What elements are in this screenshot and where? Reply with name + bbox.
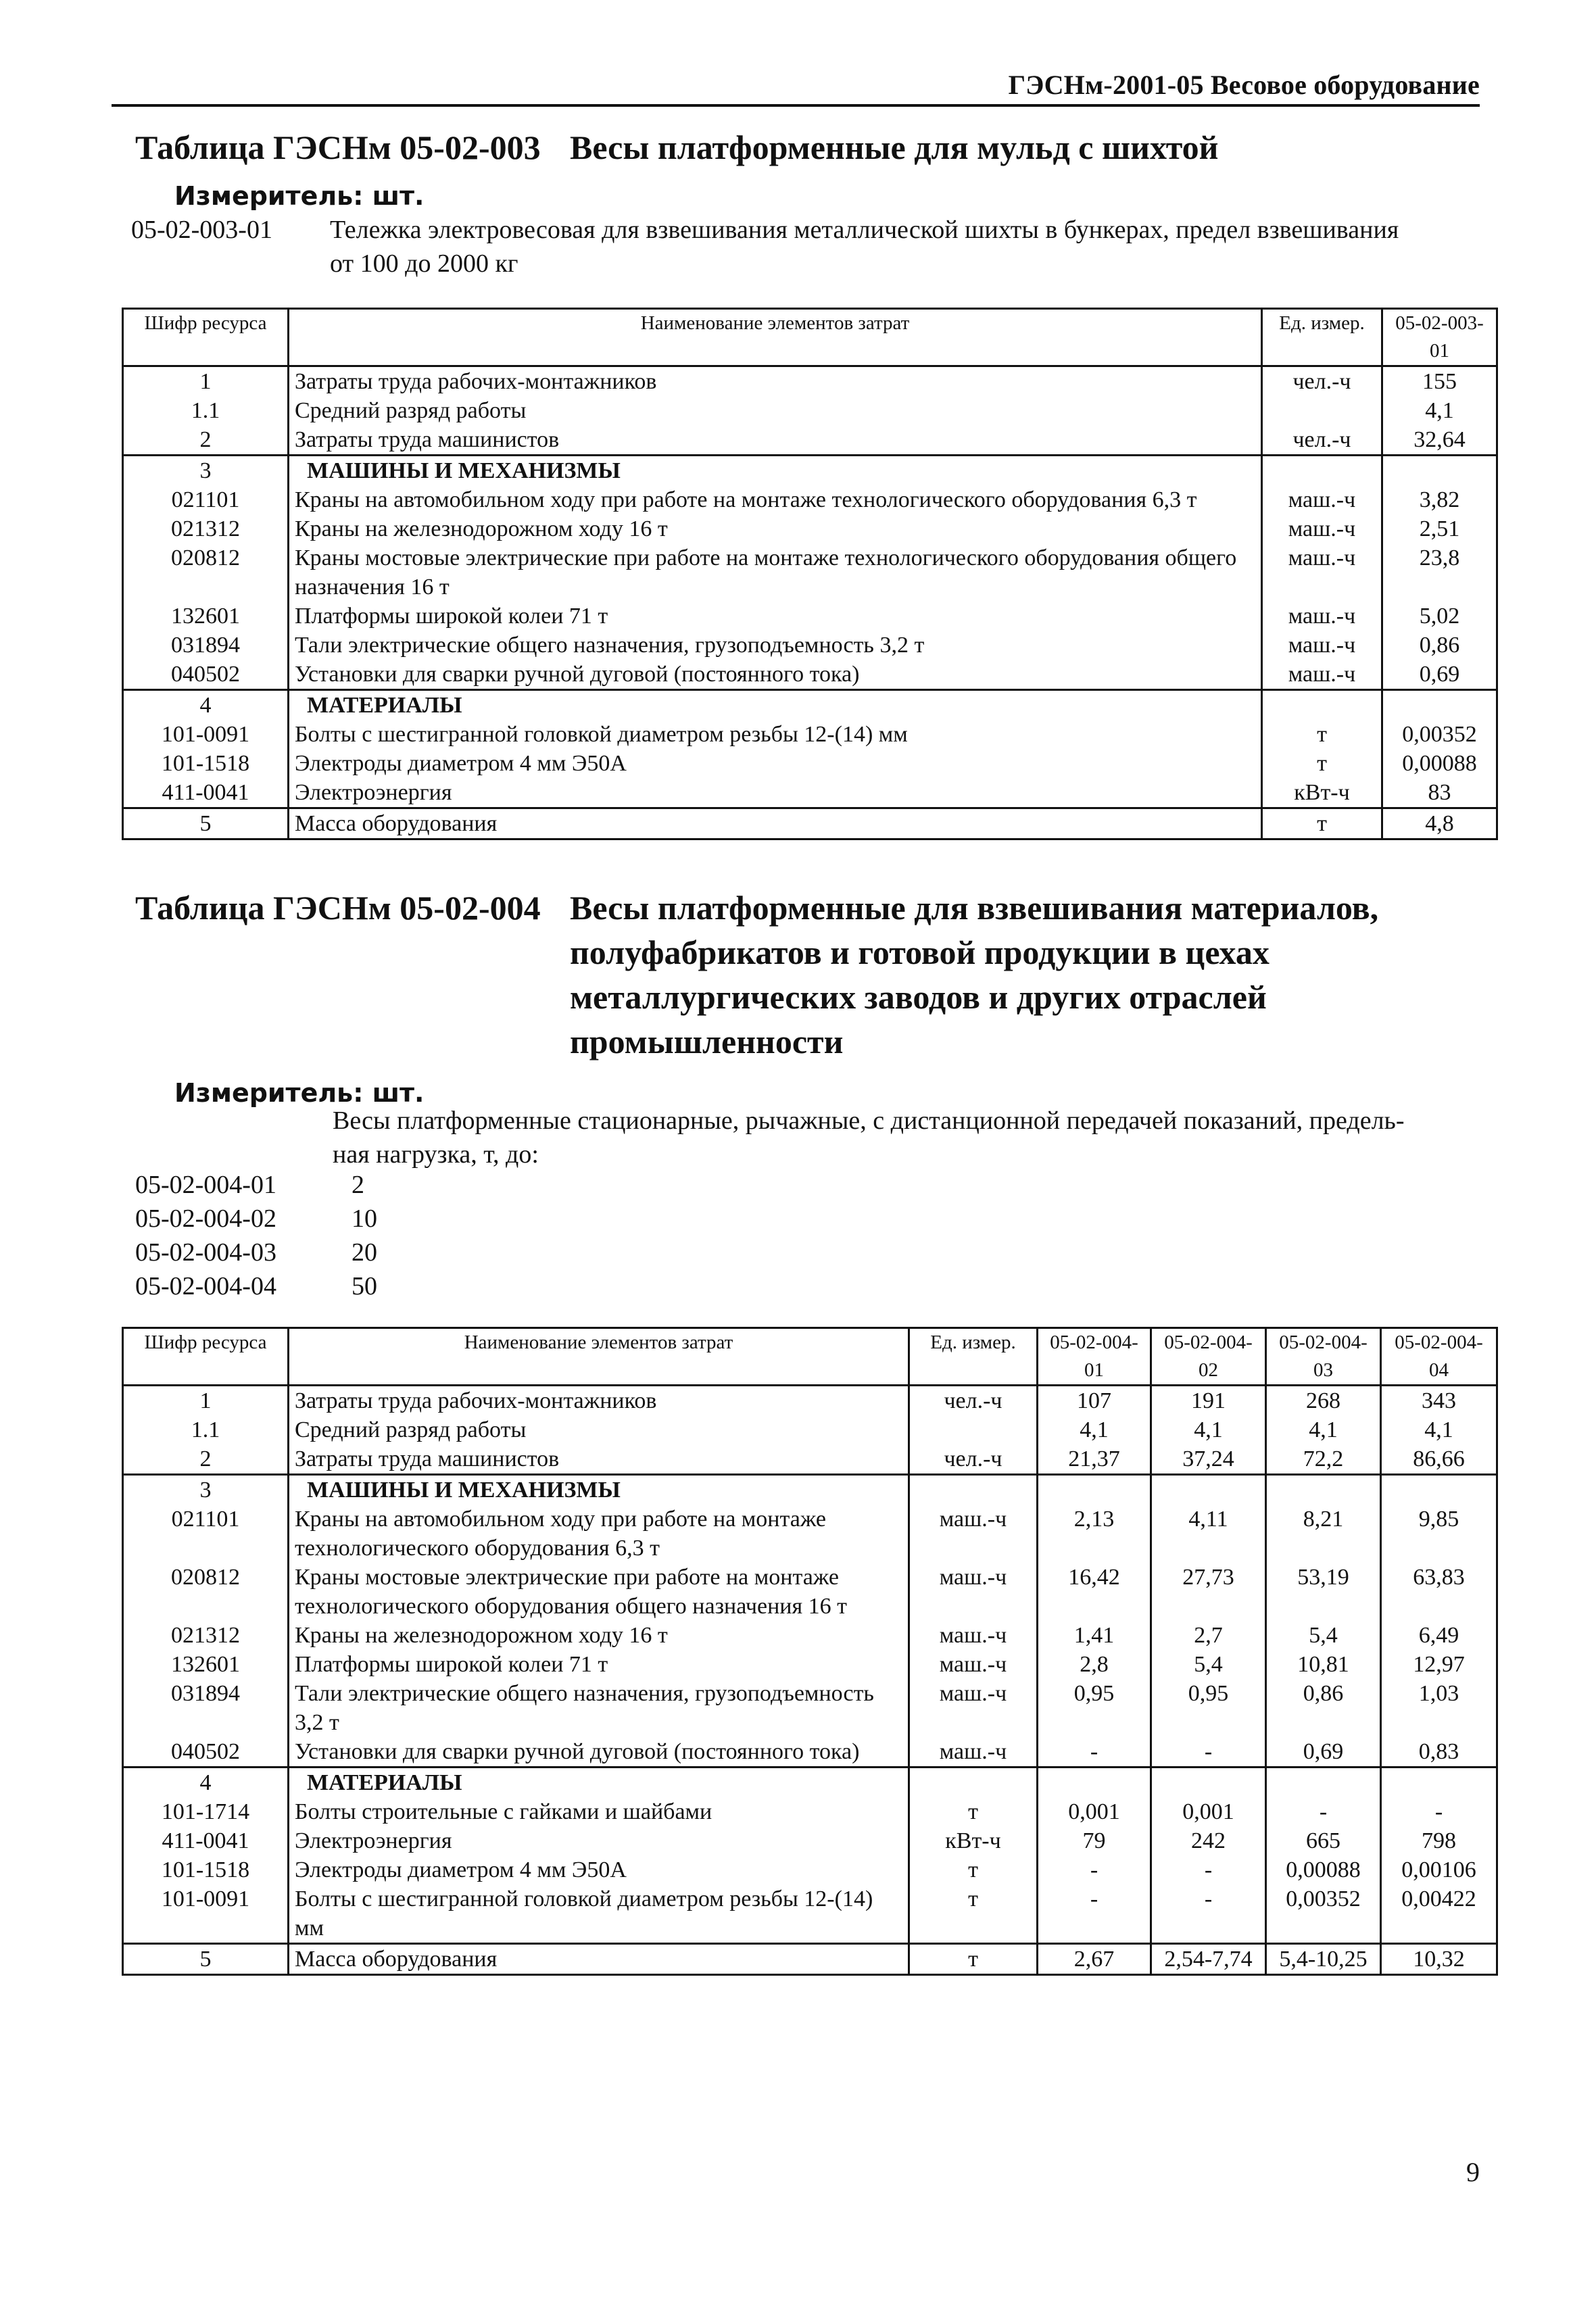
table1-cell-name: Масса оборудования [289,808,1262,839]
table2-row [123,1737,1497,1768]
table2-cell-name: Краны мостовые электрические при работе на монтаже технологического оборудования общего назначения 16 т [289,1563,909,1621]
table1-cell-unit [1262,396,1382,425]
table2-title-line: полуфабрикатов и готовой продукции в цехах [570,933,1269,971]
table2-cell-name: Затраты труда рабочих-монтажников [289,1386,909,1416]
table1-cell-code: 1 [123,366,289,397]
table2-code: Таблица ГЭСНм 05-02-004 [135,889,541,927]
table2-cell-value [1381,1475,1497,1505]
table2-row [123,1650,1497,1679]
table2-cell-value: 79 [1038,1826,1151,1855]
table1-cell-name: МАШИНЫ И МЕХАНИЗМЫ [289,456,1262,486]
table2-cell-code: 040502 [123,1737,289,1768]
table1-header-unit: Ед. измер. [1262,309,1382,366]
running-title: ГЭСНм-2001-05 Весовое оборудование [1008,70,1480,100]
table1-cell-value: 5,02 [1382,602,1497,631]
table2-cell-name: Электроды диаметром 4 мм Э50А [289,1855,909,1884]
table2-cell-value: 5,4 [1151,1650,1266,1679]
table1-header-code: Шифр ресурса [123,309,289,366]
table1-header-row [123,309,1497,366]
table1-cell-unit [1262,456,1382,486]
table2-cell-value: - [1151,1855,1266,1884]
table2-row [123,1768,1497,1798]
table2-cell-value: 4,1 [1381,1415,1497,1444]
table2-cell-value: 0,001 [1038,1797,1151,1826]
table1-cell-code: 2 [123,425,289,456]
table2-title-line: Весы платформенные для взвешивания материалов, [570,889,1379,927]
table2-cell-value: 53,19 [1266,1563,1381,1621]
table1-cell-code: 1.1 [123,396,289,425]
table1-row [123,660,1497,690]
table2-intro-line1: Весы платформенные стационарные, рычажные, с дистанционной передачей показаний, предель- [333,1106,1405,1135]
table2-cell-code: 3 [123,1475,289,1505]
table2-cell-value: 8,21 [1266,1505,1381,1563]
table2-row [123,1797,1497,1826]
table2-title-line: металлургических заводов и других отраслей [570,978,1267,1016]
table1-cell-value: 23,8 [1382,543,1497,602]
table2-cell-unit: маш.-ч [909,1679,1038,1737]
table2-cell-value [1151,1768,1266,1798]
table1-cell-name: Затраты труда рабочих-монтажников [289,366,1262,397]
table2-cell-unit: маш.-ч [909,1621,1038,1650]
table1-heading [0,125,1596,172]
table1-cell-value [1382,456,1497,486]
table2-cell-name: Электроэнергия [289,1826,909,1855]
table2-item [135,1168,608,1202]
table2-cell-value: 0,001 [1151,1797,1266,1826]
table2-header-code: Шифр ресурса [123,1328,289,1386]
table2-cell-unit: чел.-ч [909,1386,1038,1416]
table1-cell-name: Краны на автомобильном ходу при работе на монтаже технологического оборудования 6,3 т [289,485,1262,514]
table2-cell-name: МАТЕРИАЛЫ [289,1768,909,1798]
table2-cell-value: 107 [1038,1386,1151,1416]
table1-cell-unit: маш.-ч [1262,514,1382,543]
table2-meter: Измеритель: шт. [174,1078,425,1108]
table1-cell-code: 020812 [123,543,289,602]
table2-item-code: 05-02-004-04 [135,1272,276,1300]
table1-row [123,366,1497,397]
table2-cell-code: 020812 [123,1563,289,1621]
table2-cell-name: Платформы широкой колеи 71 т [289,1650,909,1679]
table2-header-col1: 05-02-004-01 [1038,1328,1151,1386]
table1-cell-code: 021101 [123,485,289,514]
table2-cell-value: 242 [1151,1826,1266,1855]
table2-item-value: 10 [352,1204,377,1233]
table1-cell-unit: т [1262,808,1382,839]
table1-cell-value [1382,690,1497,721]
table1-row [123,396,1497,425]
table2-cell-value: - [1151,1884,1266,1944]
table1-row [123,690,1497,721]
table1-cell-code: 101-1518 [123,749,289,778]
table2-header-col3: 05-02-004-03 [1266,1328,1381,1386]
table2-cell-name: МАШИНЫ И МЕХАНИЗМЫ [289,1475,909,1505]
table2-cell-unit: маш.-ч [909,1563,1038,1621]
table1-row [123,631,1497,660]
table2-cell-name: Краны на железнодорожном ходу 16 т [289,1621,909,1650]
table2-cell-value: 4,1 [1038,1415,1151,1444]
table1-row [123,485,1497,514]
table2-cell-value: 4,1 [1266,1415,1381,1444]
table1-cell-name: МАТЕРИАЛЫ [289,690,1262,721]
table2-cell-value: 72,2 [1266,1444,1381,1475]
table2-cell-value: - [1266,1797,1381,1826]
table2-cell-name: Болты строительные с гайками и шайбами [289,1797,909,1826]
table2-cell-value: 0,69 [1266,1737,1381,1768]
table2-title [570,885,1516,1064]
table2-cell-value: 0,83 [1381,1737,1497,1768]
table1-cell-value: 83 [1382,778,1497,808]
table2-row [123,1505,1497,1563]
table2-cell-value: - [1038,1855,1151,1884]
table2-cell-name: Краны на автомобильном ходу при работе на монтаже технологического оборудования 6,3 т [289,1505,909,1563]
table2-cell-value: 5,4 [1266,1621,1381,1650]
table1-title: Весы платформенные для мульд с шихтой [570,128,1219,166]
table2-cell-value: - [1038,1884,1151,1944]
table2-cell-value [1266,1768,1381,1798]
table1-header-name: Наименование элементов затрат [289,309,1262,366]
table2-cell-value: 21,37 [1038,1444,1151,1475]
table2-items [135,1168,608,1303]
table2-cell-value: 665 [1266,1826,1381,1855]
table1-cell-value: 0,69 [1382,660,1497,690]
table2-cell-value: 63,83 [1381,1563,1497,1621]
table1-cell-name: Краны мостовые электрические при работе на монтаже технологического оборудования общего назначения 16 т [289,543,1262,602]
table2-cell-value: 16,42 [1038,1563,1151,1621]
table2-cell-value: 2,67 [1038,1944,1151,1975]
table2-cell-value [1038,1768,1151,1798]
table1-cell-unit: маш.-ч [1262,543,1382,602]
table2-row [123,1679,1497,1737]
table2-heading [0,885,1596,1068]
table2-row [123,1475,1497,1505]
table1-cell-value: 32,64 [1382,425,1497,456]
table1-item-text [330,213,1493,281]
table1-cell-unit: маш.-ч [1262,602,1382,631]
table2-cell-value [1151,1475,1266,1505]
table2-cell-name: Установки для сварки ручной дуговой (постоянного тока) [289,1737,909,1768]
table2-cell-value: - [1381,1797,1497,1826]
table1-cell-code: 021312 [123,514,289,543]
table2-cell-code: 021101 [123,1505,289,1563]
table2-intro-line2: ная нагрузка, т, до: [333,1140,539,1169]
table2-cell-unit: т [909,1855,1038,1884]
table2-cell-unit: маш.-ч [909,1737,1038,1768]
table2-norms [122,1327,1498,1976]
table2-item [135,1236,608,1269]
table2-cell-value: 6,49 [1381,1621,1497,1650]
table1-row [123,749,1497,778]
table2-row [123,1944,1497,1975]
table2-cell-code: 101-0091 [123,1884,289,1944]
table2-item [135,1202,608,1236]
table1-row [123,514,1497,543]
table2-cell-value: 0,00088 [1266,1855,1381,1884]
table2-row [123,1563,1497,1621]
table2-cell-code: 021312 [123,1621,289,1650]
table1-cell-code: 5 [123,808,289,839]
table1-cell-unit: чел.-ч [1262,425,1382,456]
table2-cell-name: Болты с шестигранной головкой диаметром резьбы 12-(14) мм [289,1884,909,1944]
table1-cell-value: 2,51 [1382,514,1497,543]
table2-cell-value: 5,4-10,25 [1266,1944,1381,1975]
table2-cell-code: 2 [123,1444,289,1475]
table2-cell-value: 1,03 [1381,1679,1497,1737]
page-number: 9 [1466,2157,1480,2187]
table2-cell-value: 1,41 [1038,1621,1151,1650]
table2-cell-code: 101-1714 [123,1797,289,1826]
table1-cell-unit: маш.-ч [1262,485,1382,514]
table1-cell-unit: т [1262,749,1382,778]
table1-cell-code: 3 [123,456,289,486]
table2-cell-unit: т [909,1884,1038,1944]
table2-cell-code: 5 [123,1944,289,1975]
table1-row [123,456,1497,486]
table1-cell-value: 0,86 [1382,631,1497,660]
table1-item-text-line2: от 100 до 2000 кг [330,249,518,278]
table2-cell-value: 0,95 [1151,1679,1266,1737]
table1-row [123,778,1497,808]
table1-cell-value: 4,8 [1382,808,1497,839]
table2-row [123,1415,1497,1444]
table2-cell-value: 191 [1151,1386,1266,1416]
table2-cell-value: 2,13 [1038,1505,1151,1563]
table1-cell-value: 155 [1382,366,1497,397]
table2-item-value: 2 [352,1171,364,1199]
table2-cell-value: 2,7 [1151,1621,1266,1650]
table2-cell-value: 86,66 [1381,1444,1497,1475]
table1-code: Таблица ГЭСНм 05-02-003 [135,128,541,166]
table2-item-code: 05-02-004-01 [135,1171,276,1199]
table2-cell-value: 12,97 [1381,1650,1497,1679]
table1-cell-code: 101-0091 [123,720,289,749]
table2-cell-value: 343 [1381,1386,1497,1416]
table2-cell-value: 4,11 [1151,1505,1266,1563]
table1-cell-unit: т [1262,720,1382,749]
table2-intro [333,1104,1495,1171]
table2-cell-value: 0,00352 [1266,1884,1381,1944]
table2-cell-value: 268 [1266,1386,1381,1416]
table2-header-unit: Ед. измер. [909,1328,1038,1386]
table1-cell-value: 0,00088 [1382,749,1497,778]
table2-row [123,1884,1497,1944]
table2-header-col4: 05-02-004-04 [1381,1328,1497,1386]
table2-cell-value: 37,24 [1151,1444,1266,1475]
table2-cell-unit: маш.-ч [909,1650,1038,1679]
table1-cell-unit [1262,690,1382,721]
table2-cell-unit: т [909,1944,1038,1975]
table2-row [123,1386,1497,1416]
table1-meter: Измеритель: шт. [174,181,425,211]
table2-cell-value: 0,00106 [1381,1855,1497,1884]
table1-cell-code: 132601 [123,602,289,631]
table2-cell-code: 1.1 [123,1415,289,1444]
table2-cell-name: Затраты труда машинистов [289,1444,909,1475]
table1-cell-value: 0,00352 [1382,720,1497,749]
table2-cell-unit [909,1415,1038,1444]
table2-cell-value: - [1151,1737,1266,1768]
table2-header-col2: 05-02-004-02 [1151,1328,1266,1386]
table2-row [123,1855,1497,1884]
table1-cell-name: Установки для сварки ручной дуговой (постоянного тока) [289,660,1262,690]
table2-cell-name: Масса оборудования [289,1944,909,1975]
table2-cell-code: 411-0041 [123,1826,289,1855]
table1-cell-code: 031894 [123,631,289,660]
table2-title-line: промышленности [570,1023,844,1061]
table1-item-text-line1: Тележка электровесовая для взвешивания металлической шихты в бункерах, предел взвешивания [330,216,1399,244]
table1-cell-name: Болты с шестигранной головкой диаметром резьбы 12-(14) мм [289,720,1262,749]
table1-cell-unit: маш.-ч [1262,631,1382,660]
table2-cell-value: 0,86 [1266,1679,1381,1737]
table2-cell-value [1381,1768,1497,1798]
table1-cell-name: Затраты труда машинистов [289,425,1262,456]
table2-cell-value: 2,54-7,74 [1151,1944,1266,1975]
table1-row [123,425,1497,456]
table1-cell-unit: кВт-ч [1262,778,1382,808]
table1-cell-name: Электроды диаметром 4 мм Э50А [289,749,1262,778]
table2-cell-value: 2,8 [1038,1650,1151,1679]
table2-cell-code: 132601 [123,1650,289,1679]
table2-cell-value: - [1038,1737,1151,1768]
table2-cell-value: 4,1 [1151,1415,1266,1444]
table1-row [123,602,1497,631]
table2-cell-value: 10,81 [1266,1650,1381,1679]
table1-cell-name: Электроэнергия [289,778,1262,808]
table1-cell-value: 3,82 [1382,485,1497,514]
table2-cell-code: 031894 [123,1679,289,1737]
table1-cell-code: 040502 [123,660,289,690]
table2-cell-unit: маш.-ч [909,1505,1038,1563]
table1-cell-unit: чел.-ч [1262,366,1382,397]
table2-cell-code: 1 [123,1386,289,1416]
table1-norms [122,308,1498,840]
table2-cell-value: 9,85 [1381,1505,1497,1563]
table1-cell-name: Краны на железнодорожном ходу 16 т [289,514,1262,543]
table2-header-name: Наименование элементов затрат [289,1328,909,1386]
table2-cell-name: Средний разряд работы [289,1415,909,1444]
table2-cell-code: 4 [123,1768,289,1798]
header-rule [112,104,1480,107]
table2-cell-code: 101-1518 [123,1855,289,1884]
table1-row [123,720,1497,749]
table2-item-value: 20 [352,1238,377,1267]
table2-cell-unit: чел.-ч [909,1444,1038,1475]
table2-cell-value: 0,95 [1038,1679,1151,1737]
table2-cell-value: 0,00422 [1381,1884,1497,1944]
table2-item-code: 05-02-004-03 [135,1238,276,1267]
table1-header-col1: 05-02-003-01 [1382,309,1497,366]
table2-item [135,1269,608,1303]
table2-cell-unit: кВт-ч [909,1826,1038,1855]
table2-cell-value: 798 [1381,1826,1497,1855]
table2-row [123,1621,1497,1650]
table2-row [123,1444,1497,1475]
table1-row [123,808,1497,839]
table1-cell-value: 4,1 [1382,396,1497,425]
table2-cell-value [1038,1475,1151,1505]
table2-cell-name: Тали электрические общего назначения, грузоподъемность 3,2 т [289,1679,909,1737]
table1-cell-code: 411-0041 [123,778,289,808]
table1-cell-unit: маш.-ч [1262,660,1382,690]
table1-item-code: 05-02-003-01 [131,216,272,244]
table1-cell-name: Платформы широкой колеи 71 т [289,602,1262,631]
table2-cell-value: 10,32 [1381,1944,1497,1975]
table1-cell-name: Тали электрические общего назначения, грузоподъемность 3,2 т [289,631,1262,660]
table1-cell-code: 4 [123,690,289,721]
table2-cell-unit [909,1768,1038,1798]
table1-row [123,543,1497,602]
table2-item-code: 05-02-004-02 [135,1204,276,1233]
table2-row [123,1826,1497,1855]
table2-cell-value: 27,73 [1151,1563,1266,1621]
table2-cell-unit: т [909,1797,1038,1826]
table2-cell-unit [909,1475,1038,1505]
table2-item-value: 50 [352,1272,377,1300]
table2-header-row [123,1328,1497,1386]
table1-cell-name: Средний разряд работы [289,396,1262,425]
table2-cell-value [1266,1475,1381,1505]
